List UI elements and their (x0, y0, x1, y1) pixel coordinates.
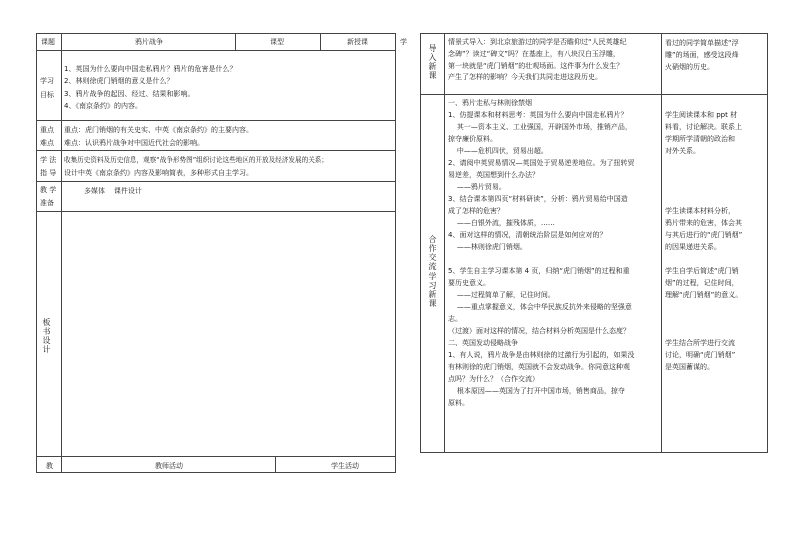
teacher-line: 点吗？为什么？（合作交流） (448, 375, 539, 383)
teacher-line: 一、鸦片走私与林则徐禁烟 (448, 99, 532, 107)
topic-title: 鸦片战争 (135, 38, 163, 46)
teacher-line: 1、有人说，鸦片战争是由林则徐的过激行为引起的，如果没 (448, 351, 635, 359)
label-teach: 教 (46, 462, 53, 470)
teacher-line: ——过程简单了解，记住时间。 (448, 291, 555, 299)
label-guidance-2: 指 导 (40, 169, 57, 177)
r-label-divider (444, 33, 445, 453)
footer-divider (275, 456, 276, 473)
middle-label: 学 (400, 38, 407, 46)
student-line: 鸦片带来的危害，体会其 (665, 219, 742, 227)
objective-item: 2、林则徐虎门销烟的意义是什么？ (64, 77, 174, 85)
teacher-activity-header: 教师活动 (155, 462, 183, 470)
difficult-point-text: 难点：认识鸦片战争对中国近代社会的影响。 (64, 139, 204, 147)
student-line: 理解“虎门销烟”的意义。 (665, 291, 743, 299)
r-border-right (767, 33, 768, 453)
label-cooperation: 合作交流 (428, 235, 437, 271)
objective-item: 4、《南京条约》的内容。 (64, 102, 142, 110)
row-sep-3 (36, 150, 395, 151)
student-line: 学生自学后简述“虎门销 (665, 267, 739, 275)
student-line: 对外关系。 (665, 147, 700, 155)
student-line: 料看，讨论解决。联系上 (665, 123, 742, 131)
teacher-line: ——鸦片贸易。 (448, 183, 506, 191)
teacher-line: 要历史意义。 (448, 279, 490, 287)
label-prep-2: 准备 (40, 199, 54, 207)
objective-item: 1、英国为什么要向中国走私鸦片？鸦片的危害是什么？ (64, 65, 237, 73)
course-type: 新授课 (347, 38, 368, 46)
border-top (36, 33, 395, 34)
teacher-line: 易逆差，英国想到什么办法？ (448, 171, 539, 179)
row-sep-2 (36, 120, 395, 121)
teacher-line: 原料。 (448, 399, 469, 407)
teacher-line: 1、仿提课本和材料思考：英国为什么要向中国走私鸦片？ (448, 111, 628, 119)
teacher-line: 2、请阅中英贸易情况—英国处于贸易逆差地位。为了扭转贸 (448, 159, 635, 167)
border-left (36, 33, 37, 473)
header-divider-b (320, 33, 321, 50)
student-line: 的因果递进关系。 (665, 243, 721, 251)
teacher-line: 3、结合课本第四页“材料研读”，分析：鸦片贸易给中国造 (448, 195, 628, 203)
student-line: 讨论，明确“虎门销烟” (665, 351, 736, 359)
border-right (395, 33, 396, 473)
label-guidance-1: 学 法 (40, 156, 57, 164)
label-objectives-1: 学习 (40, 77, 54, 85)
prep-content: 多媒体 课件设计 (84, 187, 142, 195)
teacher-line: 根本原因——英国为了打开中国市场，销售商品，掠夺 (448, 387, 625, 395)
student-line: 学生结合所学进行交流 (665, 339, 735, 347)
row-sep-1 (36, 50, 395, 51)
row-sep-6 (36, 456, 395, 457)
teacher-line: 4、面对这样的情况，清朝统治阶层是如何应对的？ (448, 231, 607, 239)
student-activity-header: 学生活动 (331, 462, 359, 470)
guidance-line: 收集历史资料及历史信息，观察“战争形势图”组织讨论这些地区的开放及经济发展的关系； (64, 156, 328, 164)
student-line: 学期所学清朝的政治和 (665, 135, 735, 143)
student-line: 与其后进行的“虎门销烟” (665, 231, 743, 239)
border-bottom (36, 472, 395, 473)
intro-student-line: 火硝烟的历史。 (665, 63, 714, 71)
row-sep-4 (36, 181, 395, 182)
label-course-type: 课型 (270, 38, 284, 46)
student-line: 学生读课本材料分析， (665, 207, 735, 215)
teacher-line: ——白银外流，摧残体质，…… (448, 219, 555, 227)
teacher-line: 5、学生自主学习课本第 4 页，归纳“虎门销烟”的过程和重 (448, 267, 630, 275)
teacher-line: 成了怎样的危害？ (448, 207, 504, 215)
label-board-design: 板书设计 (42, 318, 51, 354)
label-keypoints-2: 难点 (40, 139, 54, 147)
teacher-line: 其一—资本主义、工业强国，开辟国外市场，推销产品， (448, 123, 632, 131)
key-point-text: 重点：虎门销烟的有关史实、中英《南京条约》的主要内容。 (64, 126, 253, 134)
r-row-sep (420, 94, 767, 95)
teacher-line: ——重点掌握意义，体会中华民族反抗外来侵略的坚强意 (448, 303, 632, 311)
objective-item: 3、鸦片战争的起因、经过、结果和影响。 (64, 90, 195, 98)
teacher-line: 有林则徐的虎门销烟，英国就不会发动战争。你同意这种观 (448, 363, 630, 371)
r-student-divider (661, 33, 662, 453)
row-sep-5 (36, 211, 395, 212)
label-new-lesson: 学习新课 (428, 272, 437, 308)
intro-student-line: 看过的同学简单描述“浮 (665, 39, 739, 47)
teacher-line: （过渡）面对这样的情况，结合材料分析英国是什么态度？ (448, 327, 630, 335)
header-divider-a (235, 33, 236, 50)
intro-teacher-line: 产生了怎样的影响？今天我们共同走进这段历史。 (448, 73, 602, 81)
intro-student-line: 雕”的场面，感受这段烽 (665, 51, 739, 59)
teacher-line: ——林则徐虎门销烟。 (448, 243, 527, 251)
intro-teacher-line: 念碑”？读过“碑文”吗？在基座上，有八块汉白玉浮雕， (448, 50, 620, 58)
intro-teacher-line: 情景式导入：到北京旅游过的同学是否瞻仰过“人民英雄纪 (448, 38, 627, 46)
label-keypoints-1: 重点 (40, 126, 54, 134)
label-column-divider (61, 33, 62, 473)
intro-teacher-line: 第一块就是“虎门销烟”的壮观场面。这件事为什么发生？ (448, 62, 624, 70)
r-border-bottom (420, 452, 767, 453)
teacher-line: 中——危机四伏，贸易出超。 (448, 147, 548, 155)
teacher-line: 志。 (448, 315, 462, 323)
label-intro: 导入新课 (428, 44, 437, 80)
student-line: 是英国蓄谋的。 (665, 363, 714, 371)
r-border-top (420, 33, 767, 34)
guidance-line: 设计中英《南京条约》内容及影响简表，多种形式自主学习。 (64, 169, 253, 177)
label-objectives-2: 目标 (40, 91, 54, 99)
r-border-left (420, 33, 421, 453)
label-topic: 课题 (41, 38, 55, 46)
label-prep-1: 教 学 (40, 186, 57, 194)
teacher-line: 掠夺廉价原料。 (448, 135, 497, 143)
teacher-line: 二、英国发动侵略战争 (448, 339, 518, 347)
student-line: 烟”的过程，记住时间， (665, 279, 739, 287)
student-line: 学生阅读课本和 ppt 材 (665, 111, 738, 119)
